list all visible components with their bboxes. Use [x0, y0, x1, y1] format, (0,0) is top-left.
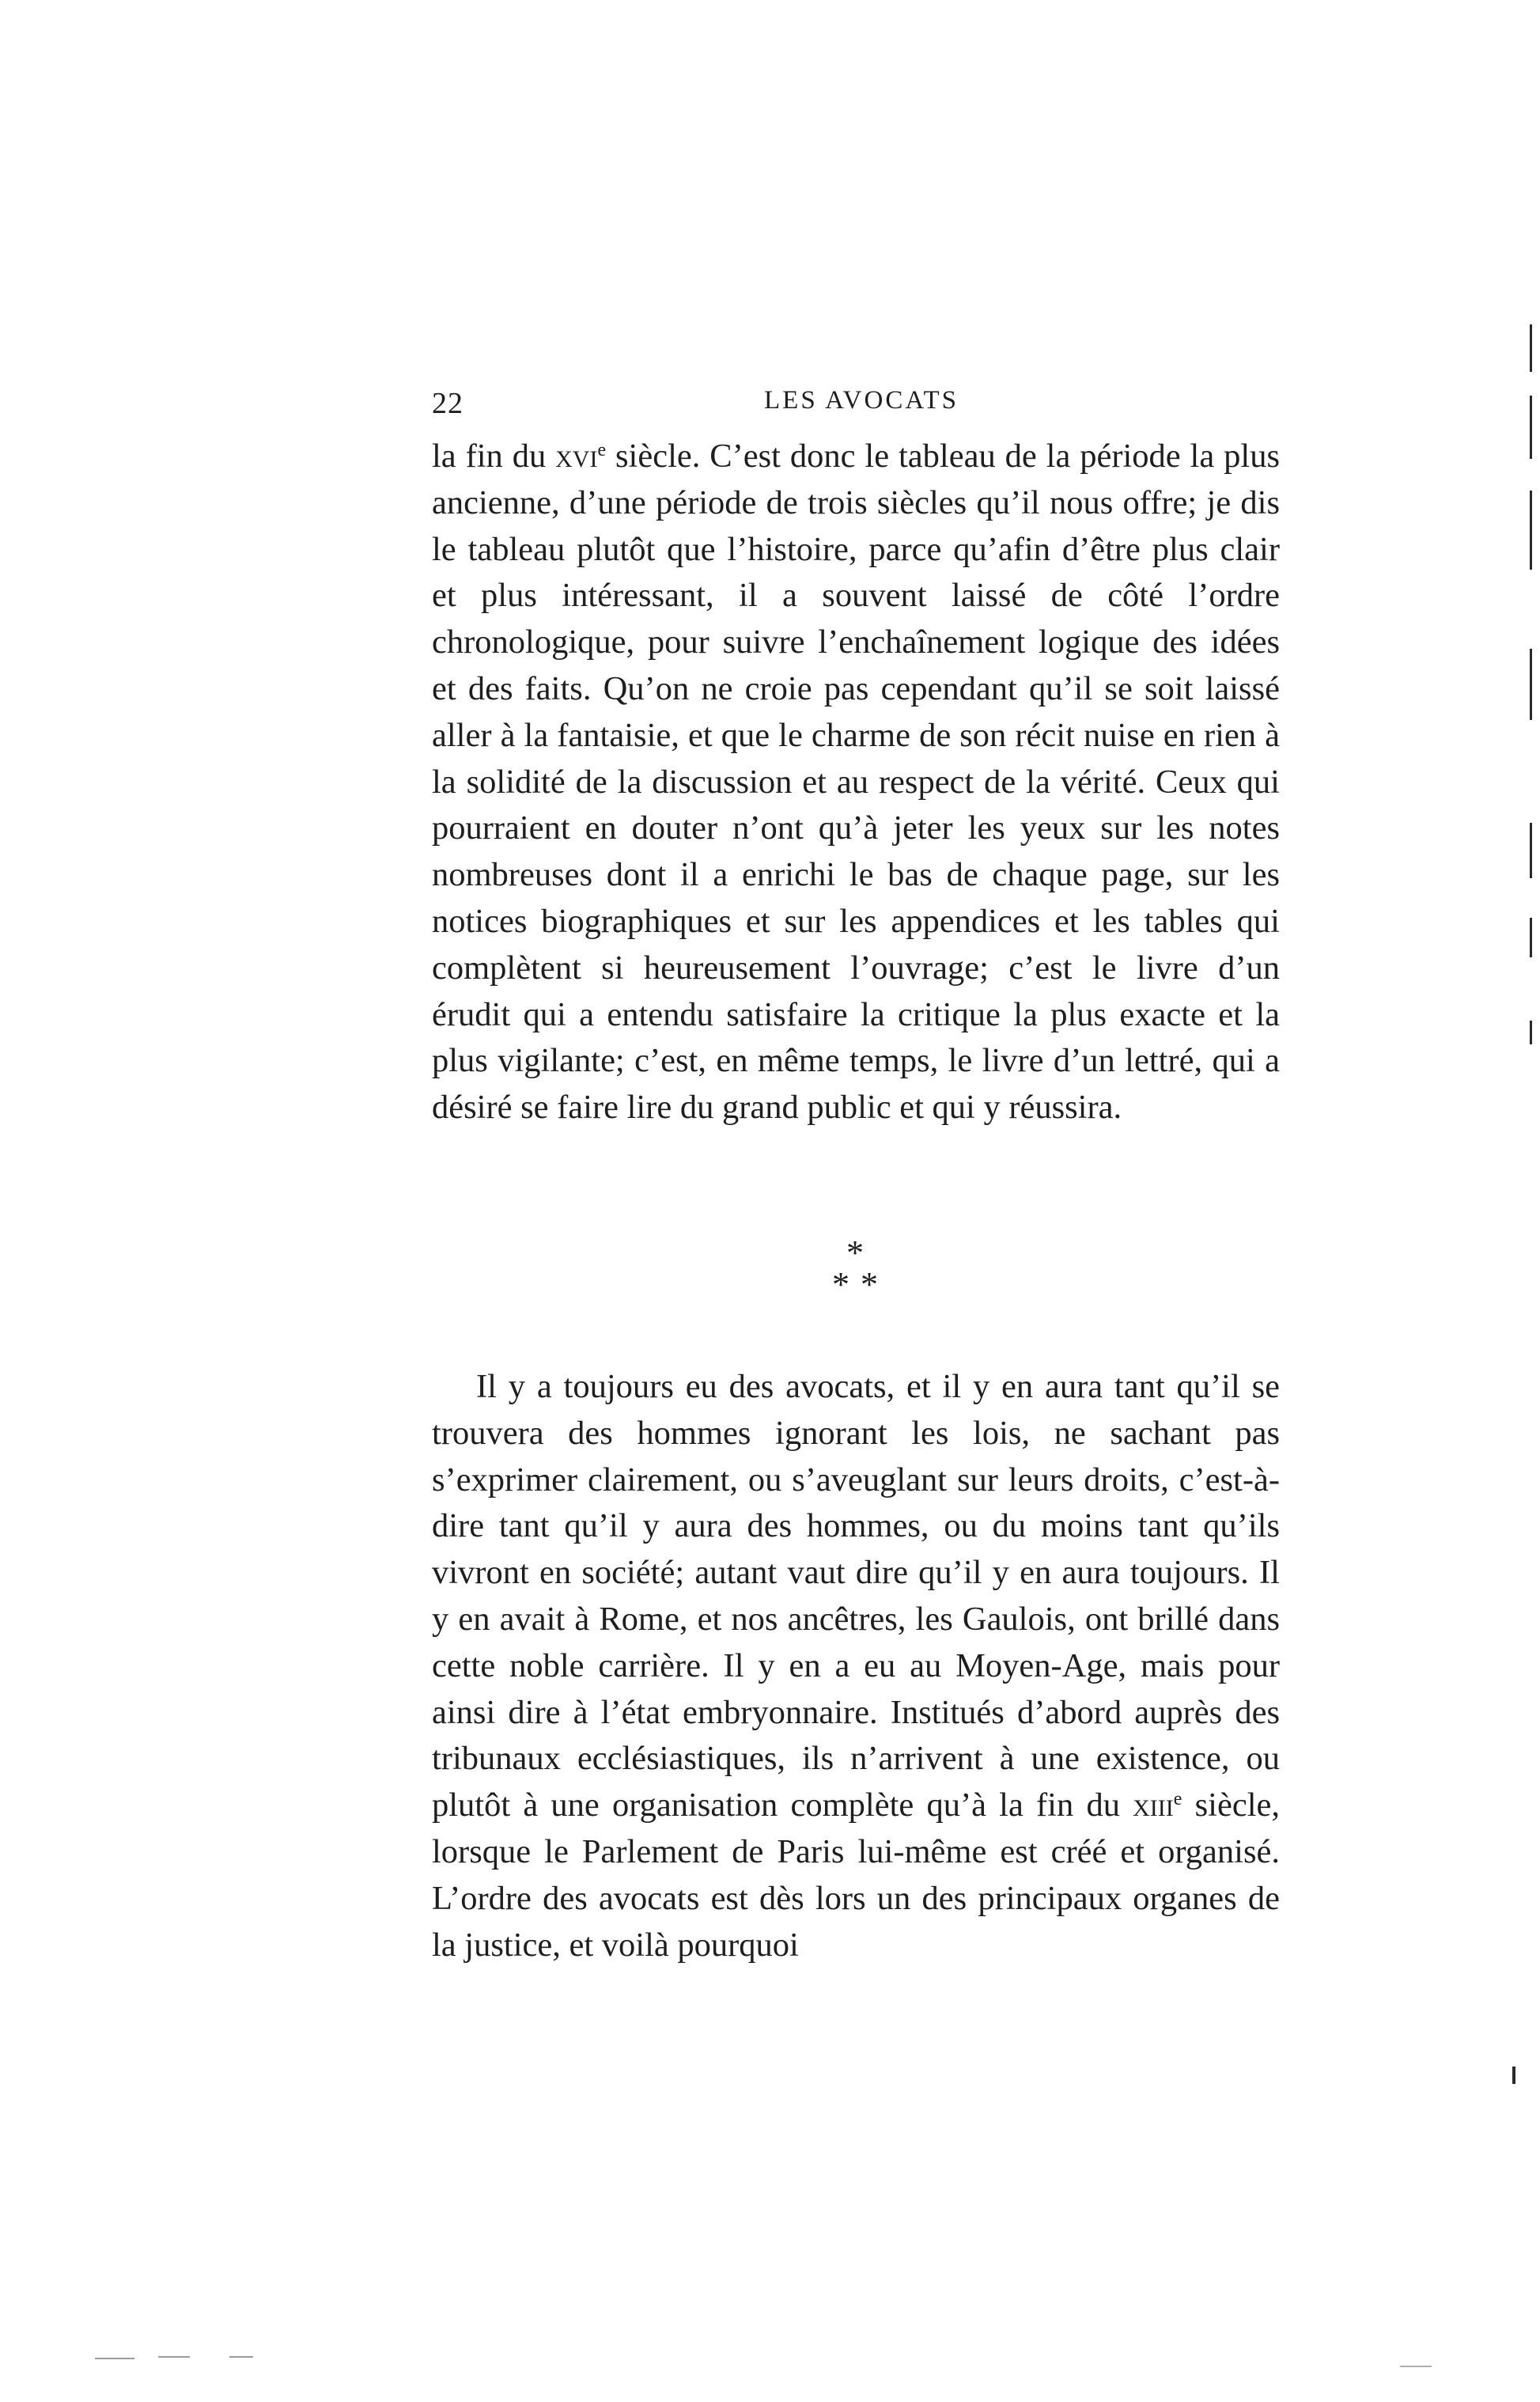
asterism-top: *: [846, 1233, 864, 1272]
paragraph-continued: [432, 434, 1280, 1131]
scan-mark: [1530, 823, 1532, 878]
scan-mark: [158, 2356, 190, 2358]
scan-mark: [1530, 1021, 1532, 1044]
section-separator-asterism: [819, 1233, 891, 1309]
century-superscript: e: [597, 440, 607, 460]
paragraph-1-lead: la fin du: [432, 438, 556, 475]
paragraph-new-section: [432, 1364, 1280, 1968]
century-numeral: xvi: [555, 438, 598, 475]
scan-mark: [1530, 396, 1532, 459]
paragraph-2-lead: Il y a toujours eu des avocats, et il y en aura tant qu’il se trouvera des hommes ignorant les lois, ne sachant pas s’exprimer clairement, ou s’aveuglant sur leurs droits, c’est-à-dire tant qu’il y aura des hommes, ou du moins tant qu’ils vivront en société; autant vaut dire qu’il y en aura toujours. Il y en avait à Rome, et nos ancêtres, les Gaulois, ont brillé dans cette noble carrière. Il y en a eu au Moyen-Age, mais pour ainsi dire à l’état embryonnaire. Institués d’abord auprès des tribunaux ecclésiastiques, ils n’arrivent à une existence, ou plutôt à une organisation complète qu’à la fin du: [432, 1368, 1280, 1824]
century-superscript: e: [1173, 1789, 1182, 1810]
paragraph-2-text: siècle, lorsque le Parlement de Paris lui-même est créé et organisé. L’ordre des avocats est dès lors un des principaux organes de la justice, et voilà pourquoi: [432, 1786, 1281, 1964]
asterism-bottom: **: [832, 1265, 889, 1304]
scan-mark: [1530, 491, 1532, 570]
scan-mark: [1530, 918, 1532, 957]
scan-mark: [95, 2358, 134, 2359]
page-number: 22: [432, 387, 464, 420]
running-title: LES AVOCATS: [764, 386, 959, 415]
paragraph-1-text: siècle. C’est donc le tableau de la période la plus ancienne, d’une période de trois siècles qu’il nous offre; je dis le tableau plutôt que l’histoire, parce qu’afin d’être plus clair et plus intéressant, il a souvent laissé de côté l’ordre chronologique, pour suivre l’enchaînement logique des idées et des faits. Qu’on ne croie pas cependant qu’il se soit laissé aller à la fantaisie, et que le charme de son récit nuise en rien à la solidité de la discussion et au respect de la vérité. Ceux qui pourraient en douter n’ont qu’à jeter les yeux sur les notes nombreuses dont il a enrichi le bas de chaque page, sur les notices biographiques et sur les appendices et les tables qui complètent si heureusement l’ouvrage; c’est le livre d’un érudit qui a entendu satisfaire la critique la plus exacte et la plus vigilante; c’est, en même temps, le livre d’un lettré, qui a désiré se faire lire du grand public et qui y réussira.: [432, 438, 1280, 1127]
scan-mark: [1530, 649, 1532, 720]
running-head: [432, 386, 1280, 426]
scan-mark: [1400, 2366, 1432, 2367]
century-numeral: xiii: [1133, 1786, 1174, 1824]
scan-mark: [229, 2356, 253, 2358]
scan-mark: [1512, 2067, 1515, 2084]
scan-mark: [1530, 324, 1532, 372]
